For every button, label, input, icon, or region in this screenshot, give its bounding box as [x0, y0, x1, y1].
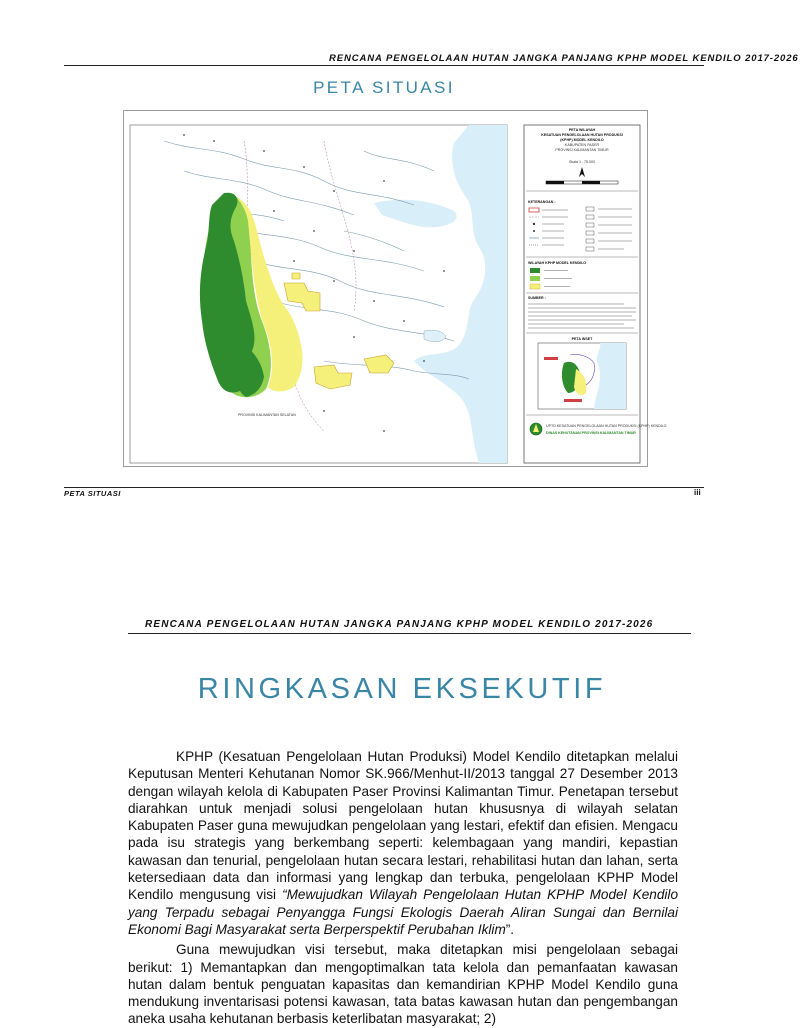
- kphp-yellow-parcel-4: [292, 273, 300, 279]
- paragraph-1: KPHP (Kesatuan Pengelolaan Hutan Produksi) Model Kendilo ditetapkan melalui Keputusan Menteri Kehutanan Nomor SK.966/Menhut-II/2013 tanggal 27 Desember 2013 dengan wilayah kelola di Kabupaten Paser Provinsi Kalimantan Timur. Penetapan tersebut diarahkan untuk menjadi solusi pengelolaan hutan khususnya di wilayah selatan Kabupaten Paser guna mewujudkan pengelolaan yang lestari, efektif dan efisien. Mengacu pada isu strategis yang berkembang seperti: kelembagaan yang mandiri, kepastian kawasan dan tenurial, pengelolaan hutan secara lestari, rehabilitasi hutan dan lahan, serta ketersediaan data dan informasi yang lengkap dan terbuka, pengelolaan KPHP Model Kendilo mengusung visi “Mewujudkan Wilayah Pengelolaan Hutan KPHP Model Kendilo yang Terpadu sebagai Penyangga Fungsi Ekologis Daerah Aliran Sungai dan Bernilai Ekonomi Bagi Masyarakat serta Berperspektif Perubahan Iklim”.: [128, 749, 678, 937]
- paragraph-2: Guna mewujudkan visi tersebut, maka ditetapkan misi pengelolaan sebagai berikut: 1) Memantapkan dan mengoptimalkan tata kelola dan pemanfaatan kawasan hutan dalam bentuk penguatan kapasitas dan kemandirian KPHP Model Kendilo guna mendukung inventarisasi potensi kawasan, tata batas kawasan hutan dan pengembangan aneka usaha kehutanan berbasis keterlibatan masyarakat; 2): [128, 942, 678, 1027]
- legend-keterangan: KETERANGAN :: [528, 200, 556, 204]
- legend-region-2: PROVINSI KALIMANTAN TIMUR: [555, 148, 609, 152]
- legend-scale: Skala 1 : 75.000: [569, 160, 595, 164]
- running-header: RENCANA PENGELOLAAN HUTAN JANGKA PANJANG KPHP MODEL KENDILO 2017-2026: [329, 53, 799, 64]
- inset-label: PETA INSET: [571, 337, 593, 341]
- legend-subtitle-2: (KPHP) MODEL KENDILO: [560, 138, 604, 142]
- legend-sumber: SUMBER :: [528, 296, 546, 300]
- footer-rule: [64, 487, 704, 488]
- situation-map: [123, 110, 667, 467]
- footer-page-number: iii: [694, 488, 701, 497]
- legend-panel: [524, 125, 640, 463]
- agency-line-1: UPTD KESATUAN PENGELOLAAN HUTAN PRODUKSI (KPHP) KENDILO: [546, 424, 667, 428]
- map-svg: [124, 111, 667, 466]
- legend-wilayah: WILAYAH KPHP MODEL KENDILO: [528, 261, 587, 265]
- page-title: PETA SITUASI: [313, 78, 455, 97]
- legend-subtitle: KESATUAN PENGELOLAAN HUTAN PRODUKSI: [541, 133, 623, 137]
- section-title: RINGKASAN EKSEKUTIF: [197, 673, 607, 705]
- legend-title: PETA WILAYAH: [568, 128, 596, 132]
- vision-statement: “Mewujudkan Wilayah Pengelolaan Hutan KPHP Model Kendilo yang Terpadu sebagai Penyangga Fungsi Ekologis Daerah Aliran Sungai dan Bernilai Ekonomi Bagi Masyarakat serta Berperspektif Perubahan Iklim: [128, 887, 678, 937]
- header-rule-2: [128, 633, 691, 634]
- running-header-2: RENCANA PENGELOLAAN HUTAN JANGKA PANJANG KPHP MODEL KENDILO 2017-2026: [145, 619, 654, 630]
- province-label: PROVINSI KALIMANTAN SELATAN: [238, 413, 296, 417]
- agency-line-2: DINAS KEHUTANAN PROVINSI KALIMANTAN TIMUR: [546, 431, 636, 435]
- header-rule: [64, 65, 704, 66]
- footer-label: PETA SITUASI: [64, 489, 121, 498]
- executive-summary-body: [128, 748, 678, 1028]
- legend-region-1: KABUPATEN PASER: [564, 143, 600, 147]
